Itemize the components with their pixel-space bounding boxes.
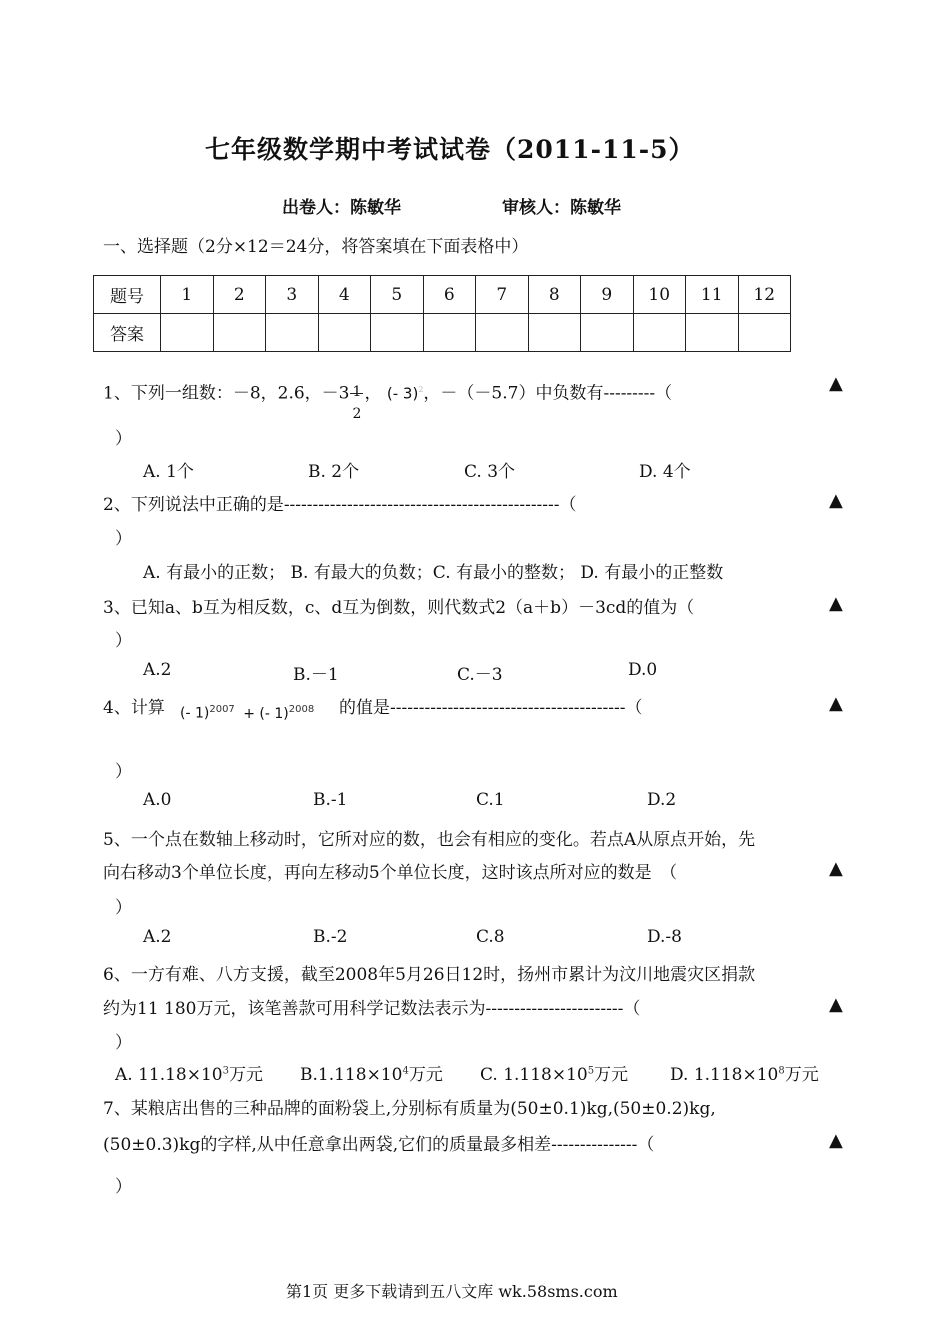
table-cell: 3 <box>266 276 319 314</box>
q6-option-b: $B.1.118\times 10^4$万元 <box>300 1065 443 1085</box>
table-header-cell: 题号 <box>94 276 161 314</box>
question-2: 2、下列说法中正确的是------------------------------------------------（ <box>103 495 577 515</box>
answer-cell[interactable] <box>633 314 686 352</box>
q1-option-a: A. 1个 <box>143 462 194 482</box>
table-cell: 7 <box>476 276 529 314</box>
q3-option-b: B.－1 <box>293 665 339 685</box>
q5-option-c: C.8 <box>476 927 505 947</box>
q1-expression: (- 3) <box>386 384 419 403</box>
fraction: 1 2 <box>350 374 364 414</box>
table-row <box>94 276 791 314</box>
table-cell: 5 <box>371 276 424 314</box>
table-cell: 6 <box>423 276 476 314</box>
question-7-line-1: 7、某粮店出售的三种品牌的面粉袋上,分别标有质量为(50±0.1)kg,(50±0.2)kg, <box>103 1099 716 1119</box>
q5-option-d: D.-8 <box>647 927 682 947</box>
q5-option-b: B.-2 <box>313 927 348 947</box>
setter-line: 出卷人：陈敏华 <box>282 198 401 218</box>
q4-expression: (- 1)$^{2007}$ + (- 1)$^{2008}$ <box>180 704 315 722</box>
q6-option-c: C. $1.118\times 10^5$万元 <box>480 1065 629 1085</box>
question-6-line-2: 约为11 180万元，该笔善款可用科学记数法表示为------------------------（ <box>103 999 641 1019</box>
table-row <box>94 314 791 352</box>
q4-tail: 的值是-----------------------------------------（ <box>339 698 643 718</box>
q4-option-b: B.-1 <box>313 790 348 810</box>
table-cell: 8 <box>528 276 581 314</box>
table-header-cell: 答案 <box>94 314 161 352</box>
q2-close: ） <box>115 529 132 549</box>
question-3: 3、已知a、b互为相反数，c、d互为倒数，则代数式2（a＋b）－3cd的值为（ <box>103 598 695 618</box>
table-cell: 10 <box>633 276 686 314</box>
table-cell: 1 <box>161 276 214 314</box>
page-footer: 第1页 更多下载请到五八文库 wk.58sms.com <box>286 1282 618 1301</box>
answer-cell[interactable] <box>686 314 739 352</box>
q1-option-c: C. 3个 <box>464 462 516 482</box>
answer-cell[interactable] <box>738 314 791 352</box>
q1-text: 1、下列一组数：－8，2.6，－3 <box>103 383 350 404</box>
q4-option-d: D.2 <box>647 790 677 810</box>
q6-option-a: A. $11.18\times 10^3$万元 <box>115 1065 264 1085</box>
triangle-marker: ▲ <box>829 593 843 614</box>
q3-option-d: D.0 <box>628 660 658 680</box>
triangle-marker: ▲ <box>829 1130 843 1151</box>
q4-close: ） <box>115 762 132 782</box>
q5-close: ） <box>115 898 132 918</box>
q6-close: ） <box>115 1033 132 1053</box>
triangle-marker: ▲ <box>829 693 843 714</box>
table-cell: 4 <box>318 276 371 314</box>
question-5-line-1: 5、一个点在数轴上移动时，它所对应的数，也会有相应的变化。若点A从原点开始，先 <box>103 830 756 850</box>
q4-option-c: C.1 <box>476 790 505 810</box>
reviewer-line: 审核人：陈敏华 <box>502 198 621 218</box>
table-cell: 11 <box>686 276 739 314</box>
answer-cell[interactable] <box>423 314 476 352</box>
table-cell: 2 <box>213 276 266 314</box>
answer-table <box>93 275 791 352</box>
answer-cell[interactable] <box>371 314 424 352</box>
triangle-marker: ▲ <box>829 373 843 394</box>
q3-close: ） <box>115 631 132 651</box>
q6-option-d: D. $1.118\times 10^8$万元 <box>670 1065 819 1085</box>
triangle-marker: ▲ <box>829 490 843 511</box>
question-1: 1、下列一组数：－8，2.6，－3 1 2 ， (- 3)$^2$，－（－5.7）中负数有---------（ <box>103 370 672 414</box>
table-cell: 12 <box>738 276 791 314</box>
answer-cell[interactable] <box>213 314 266 352</box>
q5-option-a: A.2 <box>143 927 172 947</box>
q3-option-a: A.2 <box>143 660 172 680</box>
answer-cell[interactable] <box>266 314 319 352</box>
question-4: 4、计算 <box>103 698 165 718</box>
answer-cell[interactable] <box>581 314 634 352</box>
q4-option-a: A.0 <box>143 790 172 810</box>
section-heading: 一、选择题（2分×12＝24分，将答案填在下面表格中） <box>103 237 529 257</box>
question-5-line-2: 向右移动3个单位长度，再向左移动5个单位长度，这时该点所对应的数是 （ <box>103 863 678 883</box>
answer-cell[interactable] <box>318 314 371 352</box>
question-6-line-1: 6、一方有难、八方支援，截至2008年5月26日12时，扬州市累计为汶川地震灾区捐款 <box>103 965 756 985</box>
q3-option-c: C.－3 <box>457 665 503 685</box>
q1-option-d: D. 4个 <box>639 462 691 482</box>
question-7-line-2: (50±0.3)kg的字样,从中任意拿出两袋,它们的质量最多相差---------------（ <box>103 1135 655 1155</box>
triangle-marker: ▲ <box>829 994 843 1015</box>
answer-cell[interactable] <box>476 314 529 352</box>
answer-cell[interactable] <box>528 314 581 352</box>
triangle-marker: ▲ <box>829 858 843 879</box>
q2-options: A. 有最小的正数； B. 有最大的负数；C. 有最小的整数； D. 有最小的正整数 <box>143 563 724 583</box>
q7-close: ） <box>115 1177 132 1197</box>
table-cell: 9 <box>581 276 634 314</box>
page-title: 七年级数学期中考试试卷（2011-11-5） <box>205 135 695 164</box>
q1-option-b: B. 2个 <box>308 462 360 482</box>
q1-close: ） <box>115 429 132 449</box>
answer-cell[interactable] <box>161 314 214 352</box>
